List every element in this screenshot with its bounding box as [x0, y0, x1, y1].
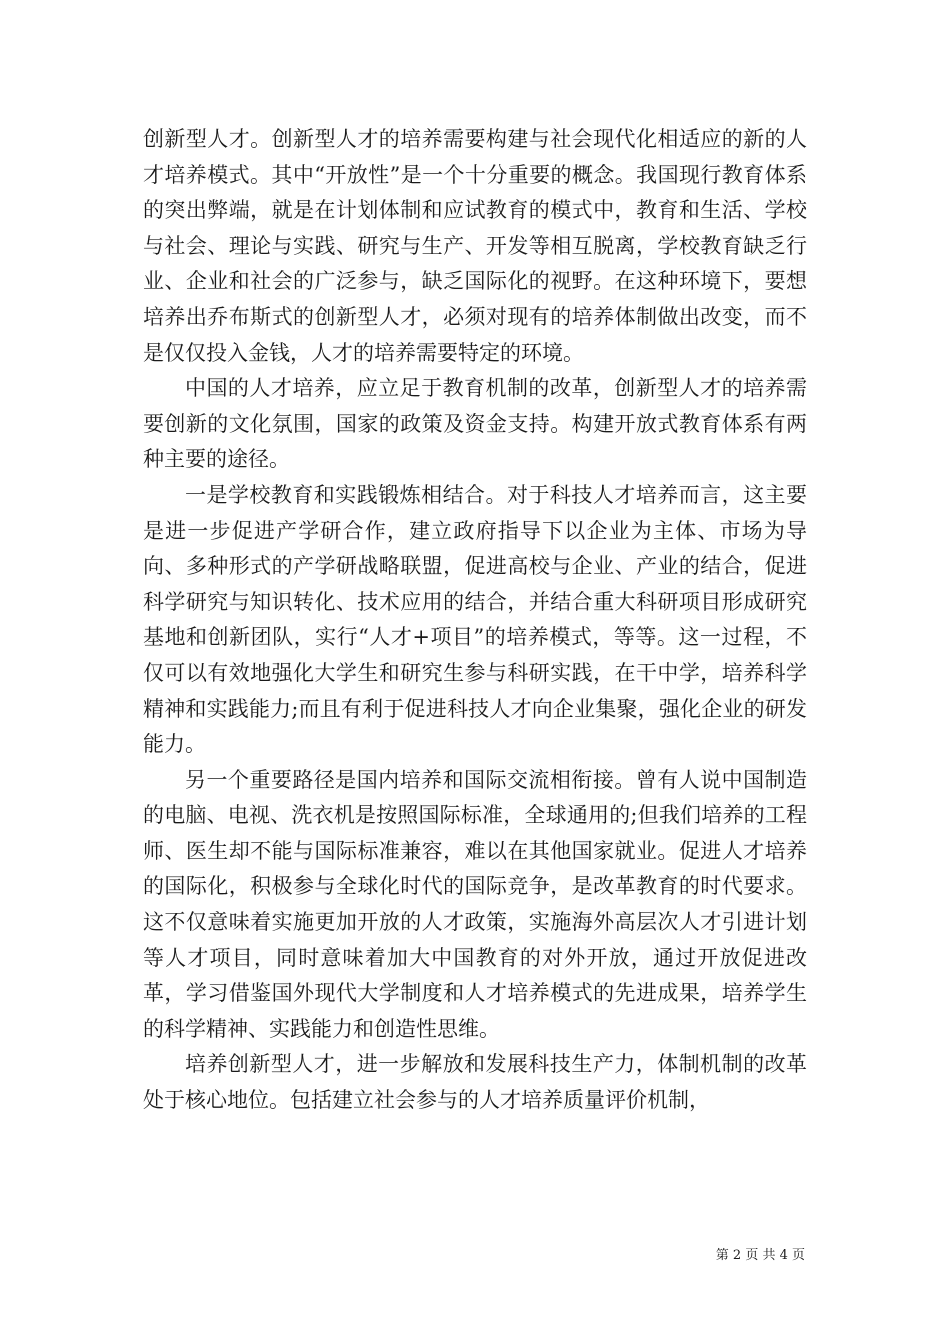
paragraph-3: 一是学校教育和实践锻炼相结合。对于科技人才培养而言，这主要是进一步促进产学研合作，建立政府指导下以企业为主体、市场为导向、多种形式的产学研战略联盟，促进高校与企业、产业的结合，促进科学研究与知识转化、技术应用的结合，并结合重大科研项目形成研究基地和创新团队，实行“人才+项目”的培养模式，等等。这一过程，不仅可以有效地强化大学生和研究生参与科研实践，在干中学，培养科学精神和实践能力;而且有利于促进科技人才向企业集聚，强化企业的研发能力。	[143, 482, 807, 757]
document-body	[143, 122, 807, 1119]
paragraph-4: 另一个重要路径是国内培养和国际交流相衔接。曾有人说中国制造的电脑、电视、洗衣机是按照国际标准，全球通用的;但我们培养的工程师、医生却不能与国际标准兼容，难以在其他国家就业。促进人才培养的国际化，积极参与全球化时代的国际竞争，是改革教育的时代要求。这不仅意味着实施更加开放的人才政策，实施海外高层次人才引进计划等人才项目，同时意味着加大中国教育的对外开放，通过开放促进改革，学习借鉴国外现代大学制度和人才培养模式的先进成果，培养学生的科学精神、实践能力和创造性思维。	[143, 767, 807, 1041]
paragraph-2: 中国的人才培养，应立足于教育机制的改革，创新型人才的培养需要创新的文化氛围，国家的政策及资金支持。构建开放式教育体系有两种主要的途径。	[143, 376, 807, 472]
page-number: 第 2 页 共 4 页	[715, 1248, 805, 1263]
paragraph-1: 创新型人才。创新型人才的培养需要构建与社会现代化相适应的新的人才培养模式。其中“开放性”是一个十分重要的概念。我国现行教育体系的突出弊端，就是在计划体制和应试教育的模式中，教育和生活、学校与社会、理论与实践、研究与生产、开发等相互脱离，学校教育缺乏行业、企业和社会的广泛参与，缺乏国际化的视野。在这种环境下，要想培养出乔布斯式的创新型人才，必须对现有的培养体制做出改变，而不是仅仅投入金钱，人才的培养需要特定的环境。	[143, 127, 807, 365]
paragraph-5: 培养创新型人才，进一步解放和发展科技生产力，体制机制的改革处于核心地位。包括建立社会参与的人才培养质量评价机制，	[143, 1052, 807, 1113]
